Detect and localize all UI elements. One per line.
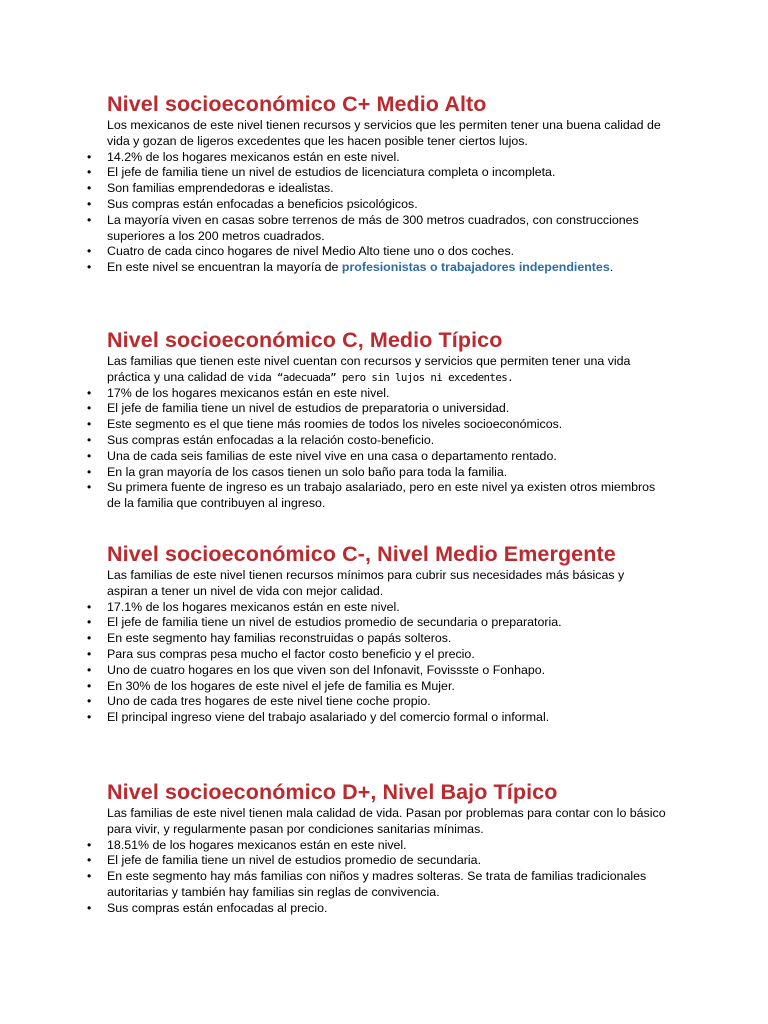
bullet-icon: • (87, 615, 92, 630)
bullet-list (80, 600, 680, 726)
list-item-text: Sus compras están enfocadas al precio. (107, 900, 328, 915)
list-item (80, 449, 667, 465)
bullet-icon: • (87, 646, 92, 661)
list-item-text-suffix: . (609, 260, 614, 275)
bullet-icon: • (87, 710, 92, 725)
bullet-icon: • (87, 599, 92, 614)
list-item-text: En la gran mayoría de los casos tienen un solo baño para toda la familia. (107, 464, 508, 479)
professionals-link[interactable]: profesionistas o trabajadores independientes (341, 260, 610, 275)
bullet-icon: • (87, 181, 92, 196)
list-item (80, 679, 667, 695)
bullet-icon: • (87, 385, 92, 400)
list-item (80, 480, 667, 512)
list-item-text: 18.51% de los hogares mexicanos están en este nivel. (107, 837, 407, 852)
bullet-icon: • (87, 464, 92, 479)
list-item-text: El jefe de familia tiene un nivel de estudios promedio de secundaria o preparatoria. (107, 615, 562, 630)
section-c (80, 326, 680, 512)
list-item (80, 838, 667, 854)
list-item (80, 631, 667, 647)
list-item-text: Uno de cada tres hogares de este nivel tiene coche propio. (107, 694, 431, 709)
section-heading: Nivel socioeconómico D+, Nivel Bajo Típico (107, 780, 558, 804)
bullet-icon: • (87, 212, 92, 227)
bullet-icon: • (87, 244, 92, 259)
list-item-text: El jefe de familia tiene un nivel de estudios de preparatoria o universidad. (107, 401, 510, 416)
section-intro-narrow: vida “adecuada” pero sin lujos ni excedentes. (247, 370, 514, 384)
bullet-icon: • (87, 837, 92, 852)
list-item-text: Cuatro de cada cinco hogares de nivel Medio Alto tiene uno o dos coches. (107, 244, 515, 259)
list-item-text: Para sus compras pesa mucho el factor costo beneficio y el precio. (107, 646, 475, 661)
section-c-minus (80, 540, 680, 726)
list-item (80, 386, 667, 402)
list-item-text: Su primera fuente de ingreso es un trabajo asalariado, pero en este nivel ya existen otros miembros de la familia que contribuyen al ingreso. (107, 480, 656, 511)
bullet-icon: • (87, 900, 92, 915)
list-item (80, 869, 667, 901)
bullet-icon: • (87, 196, 92, 211)
list-item (80, 181, 667, 197)
list-item-text: Uno de cuatro hogares en los que viven son del Infonavit, Fovissste o Fonhapo. (107, 662, 546, 677)
list-item (80, 647, 667, 663)
list-item (80, 150, 667, 166)
bullet-icon: • (87, 149, 92, 164)
list-item (80, 901, 667, 917)
bullet-icon: • (87, 165, 92, 180)
list-item-text: 14.2% de los hogares mexicanos están en este nivel. (107, 149, 400, 164)
list-item-text: El principal ingreso viene del trabajo asalariado y del comercio formal o informal. (107, 710, 550, 725)
list-item (80, 165, 667, 181)
list-item (80, 615, 667, 631)
bullet-icon: • (87, 631, 92, 646)
list-item-text: Sus compras están enfocadas a beneficios psicológicos. (107, 196, 418, 211)
section-heading: Nivel socioeconómico C+ Medio Alto (107, 92, 487, 116)
list-item (80, 600, 667, 616)
list-item (80, 465, 667, 481)
list-item (80, 663, 667, 679)
list-item-text: En 30% de los hogares de este nivel el jefe de familia es Mujer. (107, 678, 455, 693)
list-item-text: 17% de los hogares mexicanos están en este nivel. (107, 385, 390, 400)
list-item (80, 853, 667, 869)
section-heading: Nivel socioeconómico C-, Nivel Medio Emergente (107, 542, 616, 566)
section-intro: Las familias de este nivel tienen recursos mínimos para cubrir sus necesidades más básicas y aspiran a tener un nivel de vida con mejor calidad. (107, 568, 625, 598)
bullet-list (80, 386, 680, 512)
section-d-plus (80, 778, 680, 917)
bullet-icon: • (87, 662, 92, 677)
list-item (80, 401, 667, 417)
list-item (80, 433, 667, 449)
bullet-icon: • (87, 448, 92, 463)
bullet-icon: • (87, 853, 92, 868)
list-item-text: El jefe de familia tiene un nivel de estudios promedio de secundaria. (107, 853, 482, 868)
section-heading: Nivel socioeconómico C, Medio Típico (107, 328, 503, 352)
section-c-plus (80, 90, 680, 276)
list-item (80, 417, 667, 433)
bullet-icon: • (87, 417, 92, 432)
list-item-text: Una de cada seis familias de este nivel vive en una casa o departamento rentado. (107, 448, 557, 463)
bullet-list (80, 838, 680, 917)
list-item-text: 17.1% de los hogares mexicanos están en este nivel. (107, 599, 400, 614)
bullet-icon: • (87, 401, 92, 416)
list-item-text-prefix: En este nivel se encuentran la mayoría de (107, 260, 342, 275)
section-intro-start: Las familias que tienen este nivel cuentan con recursos y servicios que permiten tener una vida práctica y una calidad de (107, 354, 631, 384)
list-item (80, 260, 667, 276)
bullet-icon: • (87, 694, 92, 709)
list-item-text: Son familias emprendedoras e idealistas. (107, 181, 334, 196)
bullet-icon: • (87, 869, 92, 884)
bullet-icon: • (87, 678, 92, 693)
list-item (80, 197, 667, 213)
bullet-icon: • (87, 260, 92, 275)
list-item (80, 710, 667, 726)
bullet-list (80, 150, 680, 276)
bullet-icon: • (87, 480, 92, 495)
list-item-text: En este segmento hay más familias con niños y madres solteras. Se trata de familias tradicionales autoritarias y también hay familias sin reglas de convivencia. (107, 869, 647, 899)
list-item (80, 694, 667, 710)
list-item-text: Este segmento es el que tiene más roomies de todos los niveles socioeconómicos. (107, 417, 563, 432)
list-item (80, 213, 667, 245)
list-item-text: En este segmento hay familias reconstruidas o papás solteros. (107, 631, 452, 646)
list-item (80, 244, 667, 260)
bullet-icon: • (87, 432, 92, 447)
section-intro (107, 354, 667, 386)
list-item-text: El jefe de familia tiene un nivel de estudios de licenciatura completa o incompleta. (107, 165, 556, 180)
section-intro: Los mexicanos de este nivel tienen recursos y servicios que les permiten tener una buena calidad de vida y gozan de ligeros excedentes que les hacen posible tener ciertos lujos. (107, 118, 661, 148)
section-intro: Las familias de este nivel tienen mala calidad de vida. Pasan por problemas para contar con lo básico para vivir, y regularmente pasan por condiciones sanitarias mínimas. (107, 806, 666, 836)
list-item-text: La mayoría viven en casas sobre terrenos de más de 300 metros cuadrados, con construcciones superiores a los 200 metros cuadrados. (107, 212, 639, 243)
list-item-text: Sus compras están enfocadas a la relación costo-beneficio. (107, 432, 435, 447)
